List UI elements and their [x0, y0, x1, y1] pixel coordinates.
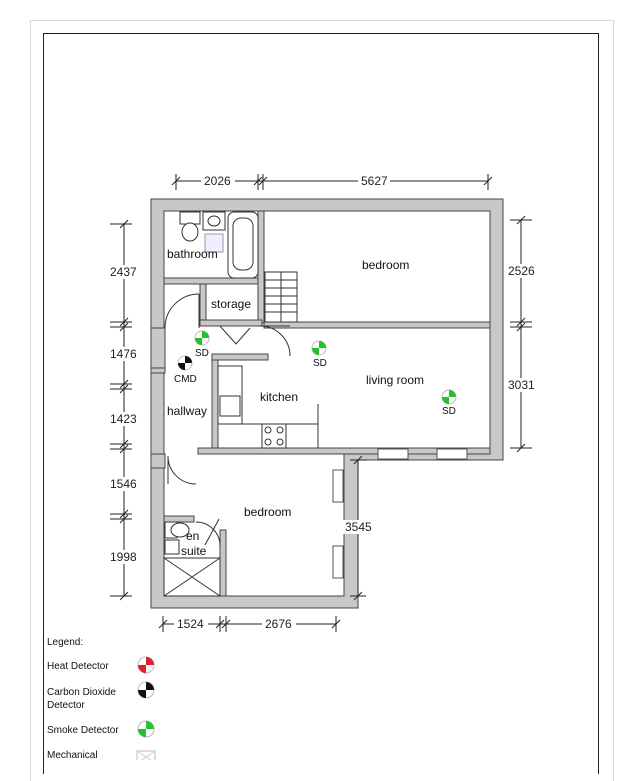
dim-left-5: 1998: [110, 550, 137, 564]
room-label-storage: storage: [211, 297, 252, 311]
legend-smoke-detector: Smoke Detector: [47, 725, 119, 736]
legend-co2-line1: Carbon Dioxide: [47, 687, 116, 698]
legend-mechanical: Mechanical: [47, 750, 98, 761]
mechanical-legend-icon: [137, 751, 155, 760]
legend-co2-line2: Detector: [47, 700, 85, 711]
smoke-detector-icon: [312, 341, 326, 355]
legend-heat-detector: Heat Detector: [47, 661, 109, 672]
detector-label-sd-living2: SD: [442, 406, 456, 417]
room-label-bedroom-bottom: bedroom: [244, 505, 292, 519]
legend-title: Legend:: [47, 637, 84, 648]
dim-left-3: 1423: [110, 412, 137, 426]
stairs: [265, 272, 297, 322]
heat-detector-icon: [138, 657, 154, 673]
detector-label-cmd: CMD: [174, 374, 197, 385]
room-label-hallway: hallway: [167, 404, 208, 418]
detector-label-sd-hall: SD: [195, 348, 209, 359]
room-label-bedroom-top: bedroom: [362, 258, 410, 272]
room-label-en: en: [186, 529, 200, 543]
room-label-kitchen: kitchen: [260, 390, 299, 404]
dim-top-left: 2026: [204, 174, 231, 188]
room-label-bathroom: bathroom: [167, 247, 218, 261]
carbon-dioxide-detector-legend-icon: [138, 682, 154, 698]
dim-left-4: 1546: [110, 477, 137, 491]
dim-right-2: 3031: [508, 378, 535, 392]
dim-bottom-right: 2676: [265, 617, 292, 631]
detector-label-sd-living1: SD: [313, 358, 327, 369]
dim-left-2: 1476: [110, 347, 137, 361]
dim-right-1: 2526: [508, 264, 535, 278]
room-label-suite: suite: [181, 544, 207, 558]
smoke-detector-icon: [442, 390, 456, 404]
dim-bottom-left: 1524: [177, 617, 204, 631]
dim-left-1: 2437: [110, 265, 137, 279]
smoke-detector-legend-icon: [138, 721, 154, 737]
room-label-living-room: living room: [366, 373, 425, 387]
dim-right-3: 3545: [345, 520, 372, 534]
smoke-detector-icon: [195, 331, 209, 345]
carbon-dioxide-detector-icon: [178, 356, 192, 370]
dim-top-right: 5627: [361, 174, 388, 188]
